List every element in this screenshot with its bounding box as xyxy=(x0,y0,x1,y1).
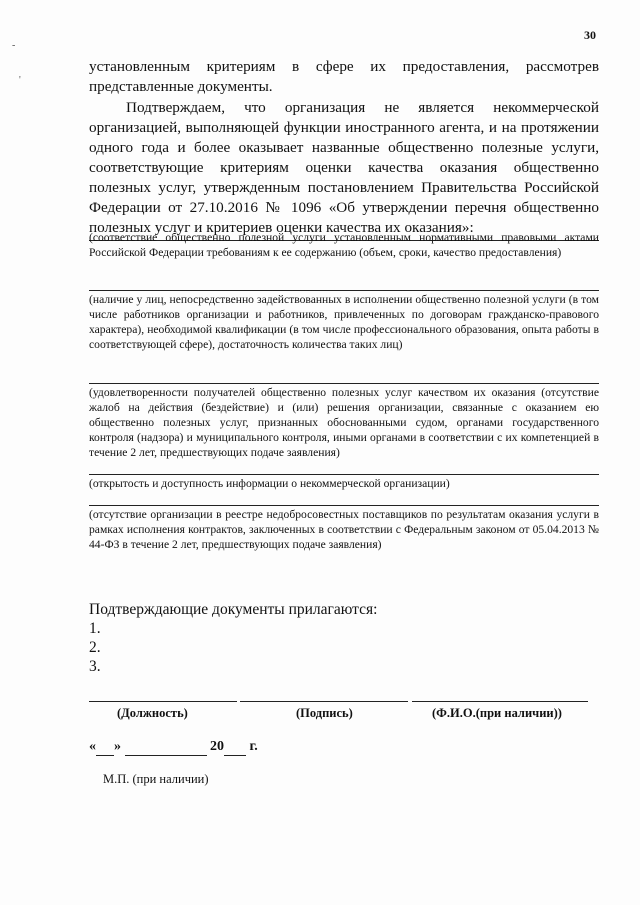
scan-artifact-mark: ' xyxy=(19,75,21,86)
month-blank xyxy=(125,739,207,756)
fill-in-line-registry xyxy=(89,505,599,506)
signature-label: (Подпись) xyxy=(296,706,353,720)
document-list-item: 2. xyxy=(89,639,101,656)
scan-artifact-mark: - xyxy=(12,40,16,51)
day-blank xyxy=(96,739,114,756)
position-line xyxy=(89,701,237,702)
year-blank xyxy=(224,739,246,756)
criterion-qualification-note: (наличие у лиц, непосредственно задействованных в исполнении общественно полезной услуги (в том числе работников организации и работников, привлеченных по договорам гражданско-правового характера), необходимой квалификации (в том числе профессионального образования, опыта работы в соответствующей сфере), достаточность количества таких лиц) xyxy=(89,293,599,351)
document-list-item: 3. xyxy=(89,658,101,675)
signature-line xyxy=(240,701,408,702)
full-name-line xyxy=(412,701,588,702)
paragraph-continuation: установленным критериям в сфере их предоставления, рассмотрев представленные документы. xyxy=(89,58,599,95)
full-name-label: (Ф.И.О.(при наличии)) xyxy=(432,706,562,720)
fill-in-line-qualification xyxy=(89,290,599,291)
date-close-quote: » xyxy=(114,739,121,754)
fill-in-line-satisfaction xyxy=(89,383,599,384)
paragraph-confirmation: Подтверждаем, что организация не является некоммерческой организацией, выполняющей функции иностранного агента, и на протяжении одного года и более оказывает названные общественно полезные услуги, соответствующие критериям оценки качества оказания общественно полезных услуг, утвержденным постановлением Правительства Российской Федерации от 27.10.2016 № 1096 «Об утверждении перечня общественно полезных услуг и критериев оценки качества их оказания»: xyxy=(89,99,599,236)
year-suffix: г. xyxy=(249,739,258,754)
date-line xyxy=(89,739,258,756)
criterion-quality-note: (соответствие общественно полезной услуги установленным нормативными правовыми актами Российской Федерации требованиям к ее содержанию (объем, сроки, качество предоставления) xyxy=(89,231,599,259)
attached-documents-title: Подтверждающие документы прилагаются: xyxy=(89,601,378,618)
criterion-satisfaction-note: (удовлетворенности получателей общественно полезных услуг качеством их оказания (отсутствие жалоб на действия (бездействие) и (или) решения организации, связанные с оказанием ею общественно полезных услуг, признанных обоснованными судом, органами государственного контроля (надзора) и муниципального контроля, иными органами в соответствии с их компетенцией в течение 2 лет, предшествующих подаче заявления) xyxy=(89,386,599,459)
position-label: (Должность) xyxy=(117,706,188,720)
date-open-quote: « xyxy=(89,739,96,754)
fill-in-line-openness xyxy=(89,474,599,475)
document-list-item: 1. xyxy=(89,620,101,637)
year-prefix: 20 xyxy=(210,739,224,754)
criterion-registry-note: (отсутствие организации в реестре недобросовестных поставщиков по результатам оказания услуги в рамках исполнения контрактов, заключенных в соответствии с Федеральным законом от 05.04.2013 № 44-ФЗ в течение 2 лет, предшествующих подаче заявления) xyxy=(89,508,599,551)
seal-place-label: М.П. (при наличии) xyxy=(103,772,209,786)
criterion-openness-note: (открытость и доступность информации о некоммерческой организации) xyxy=(89,477,450,490)
page-number: 30 xyxy=(584,28,596,42)
